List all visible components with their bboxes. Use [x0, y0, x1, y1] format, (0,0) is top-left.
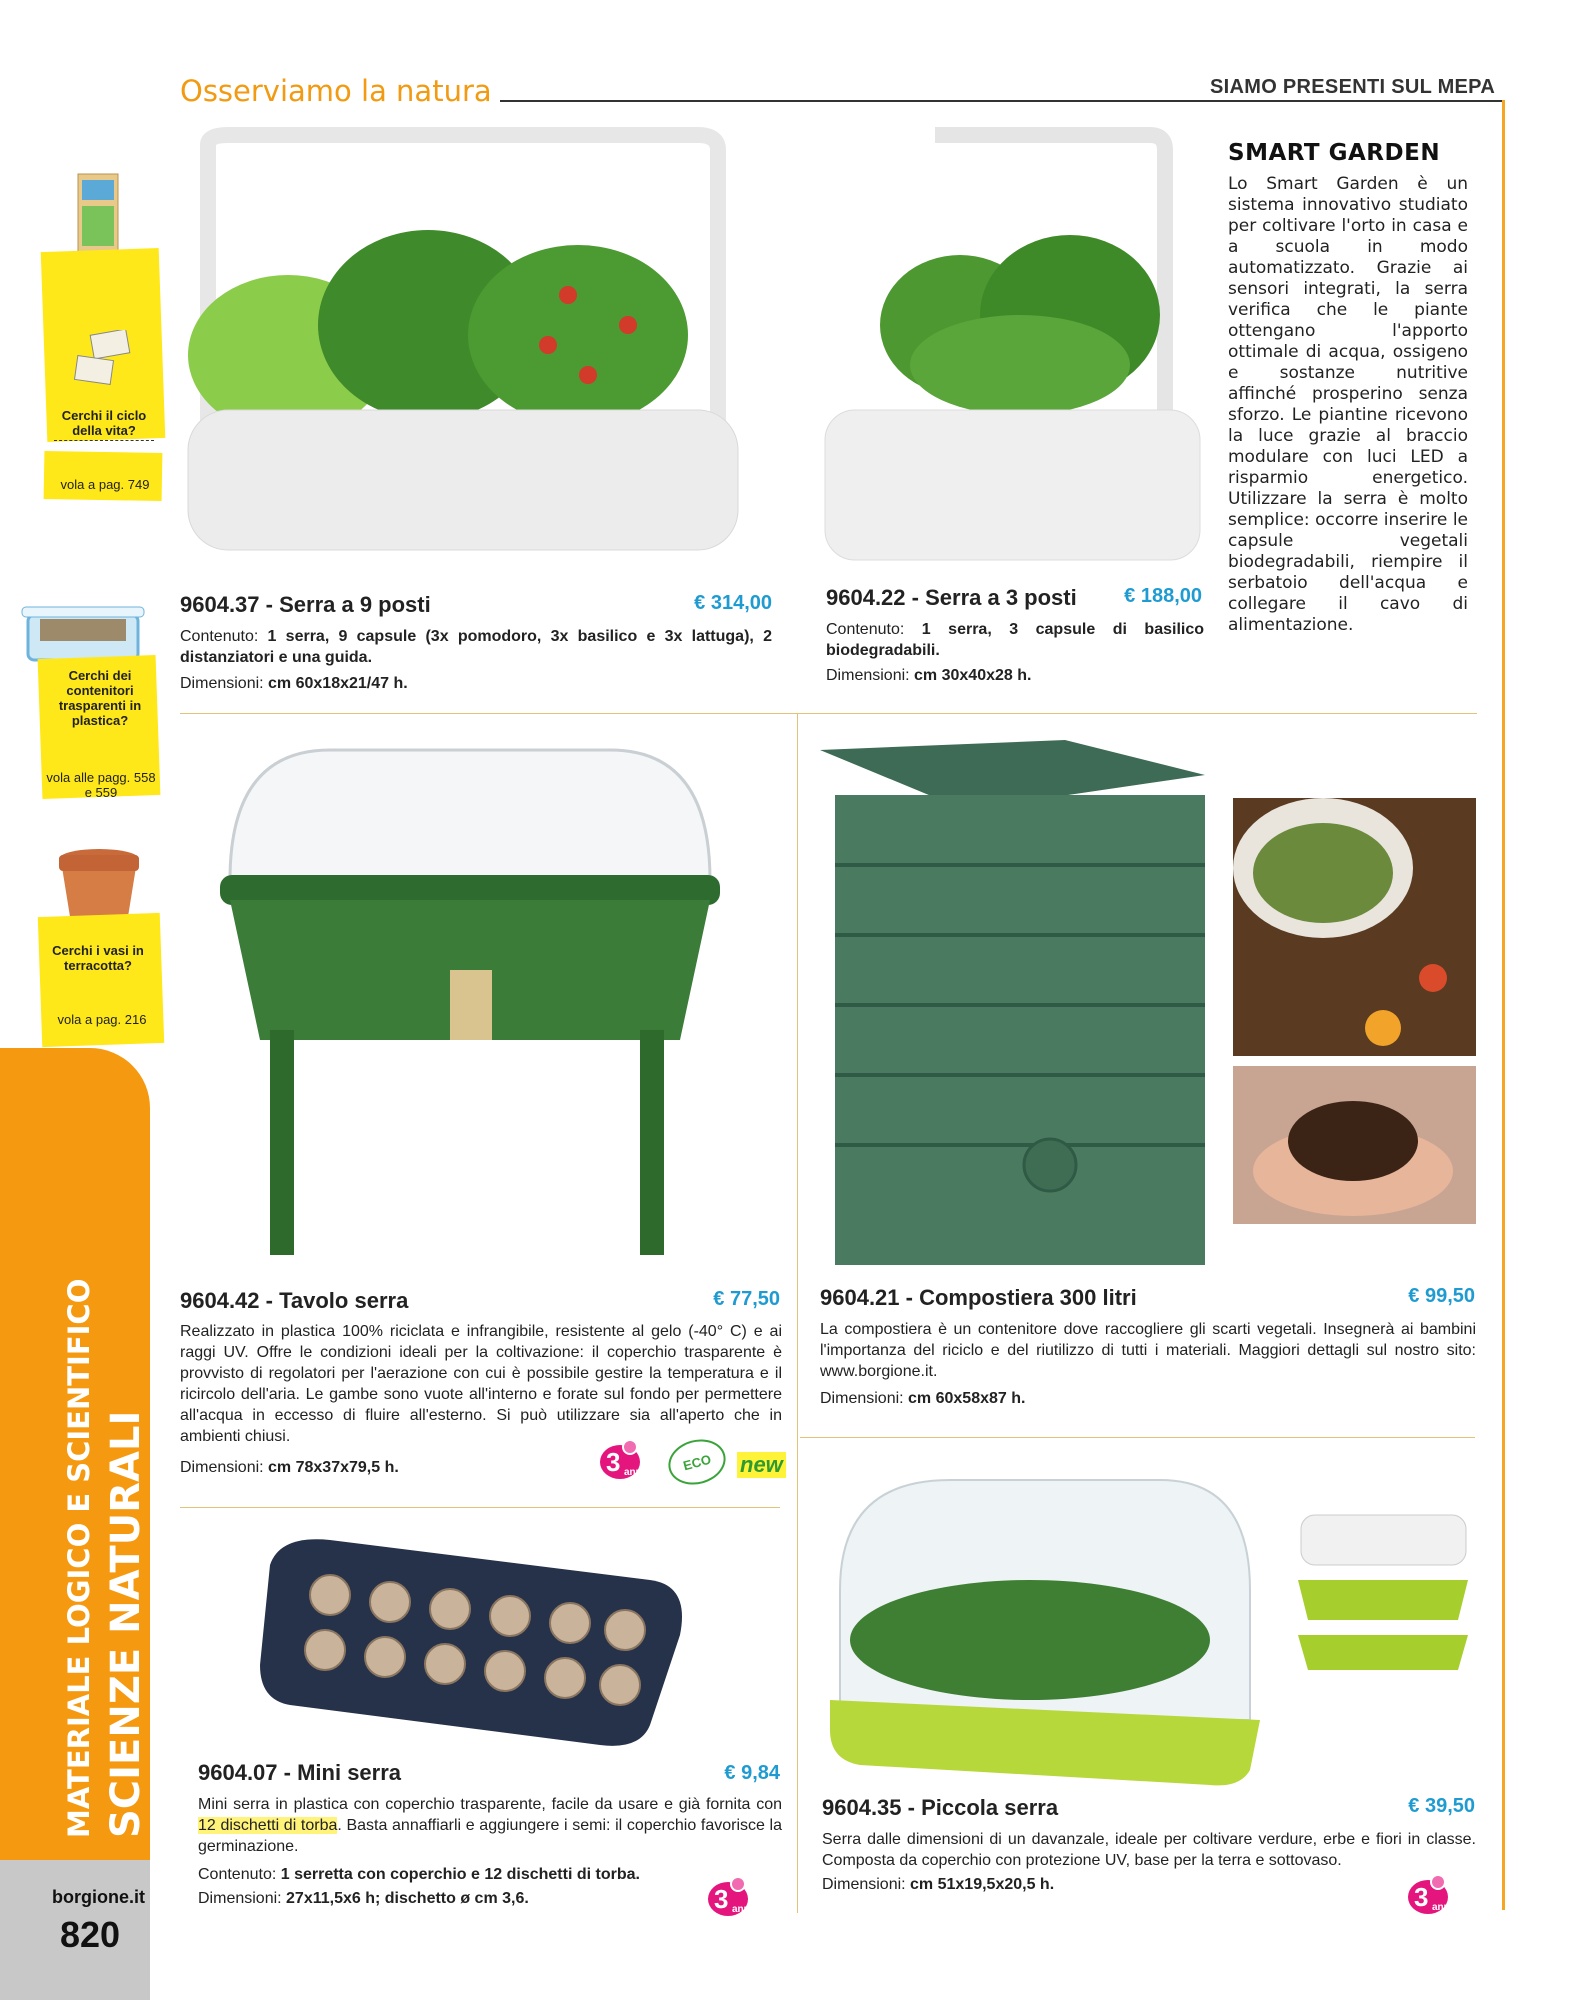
tag-link[interactable]: vola a pag. 216 — [57, 1012, 147, 1027]
product-title: 9604.37 - Serra a 9 posti — [180, 592, 431, 617]
highlighted-text: 12 dischetti di torba — [198, 1817, 338, 1834]
product-code: 9604.42 — [180, 1288, 260, 1313]
piccola-serra-image — [830, 1470, 1270, 1790]
tag-link[interactable]: vola alle pagg. 558 e 559 — [46, 770, 156, 800]
age-badge: 3 anni — [708, 1882, 750, 1918]
product-price: € 77,50 — [713, 1288, 780, 1310]
tag-question-text: Cerchi dei contenitori trasparenti in plastica? — [58, 668, 142, 728]
site-url: borgione.it — [52, 1887, 145, 1907]
piccola-serra-parts-image — [1293, 1510, 1473, 1680]
product-code: 9604.21 — [820, 1285, 900, 1310]
cross-ref-life-cycle[interactable] — [44, 170, 162, 520]
compostiera-image — [815, 735, 1215, 1270]
product-title: 9604.21 - Compostiera 300 litri — [820, 1285, 1137, 1310]
product-description: Mini serra in plastica con coperchio trasparente, facile da usare e già fornita con 12 dischetti di torba. Basta annaffiarli e aggiungere i semi: il coperchio favorisce la germinazione. — [198, 1796, 782, 1855]
product-contents: Contenuto: 1 serra, 3 capsule di basilico biodegradabili. — [826, 621, 1205, 659]
row-divider — [180, 1507, 780, 1508]
product-dimensions: Dimensioni: cm 51x19,5x20,5 h. — [822, 1876, 1055, 1893]
product-dimensions: Dimensioni: cm 78x37x79,5 h. — [180, 1459, 399, 1476]
mini-serra-image — [250, 1525, 700, 1755]
age-badge: 3 anni — [1408, 1880, 1450, 1916]
product-name: Compostiera 300 litri — [919, 1285, 1137, 1310]
product-description: Serra dalle dimensioni di un davanzale, ideale per coltivare verdure, erbe e fiori in classe. Composta da coperchio con protezione UV, base per la terra e sottovaso. — [822, 1831, 1476, 1869]
product-code: 9604.22 — [826, 585, 906, 610]
product-dimensions: Dimensioni: cm 30x40x28 h. — [826, 667, 1032, 684]
product-name: Mini serra — [297, 1760, 402, 1785]
column-divider — [797, 713, 798, 1913]
product-name: Serra a 9 posti — [279, 592, 431, 617]
tag-question: Cerchi i vasi in terracotta? — [52, 943, 144, 973]
section-title: Osserviamo la natura — [180, 74, 492, 108]
age-badge: 3 anni — [600, 1445, 642, 1481]
page-number: 820 — [60, 1914, 121, 1955]
smart-garden-text: Lo Smart Garden è un sistema innovativo studiato per coltivare l'orto in casa e a scuola in modo automatizzato. Grazie ai sensori integrati, la serra verifica che le piante ottengano l'apporto ottimale di acqua, ossigeno e sostanze nutritive affinché prosperino senza sforzo. Le piantine ricevono la luce grazie al braccio modulare con luci LED a risparmio energetico. Utilizzare la serra è molto semplice: occorre inserire le capsule vegetali biodegradabili, riempire il serbatoio dell'acqua e collegare il cavo di alimentazione. — [1228, 174, 1468, 635]
product-dimensions: Dimensioni: cm 60x18x21/47 h. — [180, 675, 408, 692]
tavolo-serra-image — [210, 740, 730, 1270]
tag-link[interactable]: vola a pag. 749 — [60, 477, 150, 492]
product-name: Serra a 3 posti — [925, 585, 1077, 610]
serra-9-posti-image — [168, 125, 758, 585]
row-divider — [180, 713, 1477, 714]
cross-ref-terracotta[interactable] — [40, 845, 162, 1045]
product-contents: Contenuto: 1 serra, 9 capsule (3x pomodoro, 3x basilico e 3x lattuga), 2 distanziatori e una guida. — [180, 628, 772, 666]
product-dimensions: Dimensioni: 27x11,5x6 h; dischetto ø cm 3,6. — [198, 1890, 529, 1907]
product-price: € 39,50 — [1408, 1795, 1475, 1817]
product-price: € 9,84 — [724, 1762, 780, 1784]
hands-soil-image — [1233, 1066, 1476, 1224]
product-code: 9604.07 — [198, 1760, 278, 1785]
product-title: 9604.42 - Tavolo serra — [180, 1288, 409, 1313]
product-price: € 188,00 — [1124, 585, 1202, 607]
tag-question: Cerchi il ciclo della vita? — [61, 408, 147, 438]
product-name: Piccola serra — [921, 1795, 1059, 1820]
product-contents: Contenuto: 1 serretta con coperchio e 12 dischetti di torba. — [198, 1866, 640, 1883]
product-code: 9604.37 — [180, 592, 260, 617]
row-divider — [800, 1437, 1475, 1438]
eco-badge: ECO — [663, 1433, 730, 1491]
compost-scraps-image — [1233, 798, 1476, 1056]
serra-3-posti-image — [820, 125, 1205, 575]
product-name: Tavolo serra — [279, 1288, 409, 1313]
product-title: 9604.07 - Mini serra — [198, 1760, 402, 1785]
product-description: La compostiera è un contenitore dove raccogliere gli scarti vegetali. Insegnerà ai bambini l'importanza del riciclo e del riutilizzo di tutti i materiali. Maggiori dettagli sul nostro sito: www.borgione.it. — [820, 1321, 1476, 1380]
category-label: MATERIALE LOGICO E SCIENTIFICO — [62, 1278, 96, 1838]
product-price: € 99,50 — [1408, 1285, 1475, 1307]
right-rule — [1502, 100, 1505, 1910]
smart-garden-title: SMART GARDEN — [1228, 140, 1441, 166]
cross-ref-containers[interactable] — [20, 595, 160, 815]
product-description: Realizzato in plastica 100% riciclata e infrangibile, resistente al gelo (-40° C) e ai raggi UV. Offre le condizioni ideali per la coltivazione: il coperchio trasparente è provvisto di regolatori per l'aerazione con cui è possibile gestire la temperatura e il ricircolo dell'aria. Le gambe sono vuote all'interno e forate sul fondo per permettere all'acqua in eccesso di fluire all'esterno. Si può utilizzare sia all'aperto che in ambienti chiusi. — [180, 1323, 782, 1445]
product-dimensions: Dimensioni: cm 60x58x87 h. — [820, 1390, 1026, 1407]
product-title: 9604.22 - Serra a 3 posti — [826, 585, 1077, 610]
product-code: 9604.35 — [822, 1795, 902, 1820]
product-title: 9604.35 - Piccola serra — [822, 1795, 1059, 1820]
subcategory-label: SCIENZE NATURALI — [103, 1410, 149, 1838]
cards-image — [72, 330, 142, 390]
mepa-label: SIAMO PRESENTI SUL MEPA — [1210, 76, 1496, 98]
header-rule — [500, 100, 1502, 102]
product-price: € 314,00 — [694, 592, 772, 614]
new-badge: new — [737, 1452, 786, 1478]
